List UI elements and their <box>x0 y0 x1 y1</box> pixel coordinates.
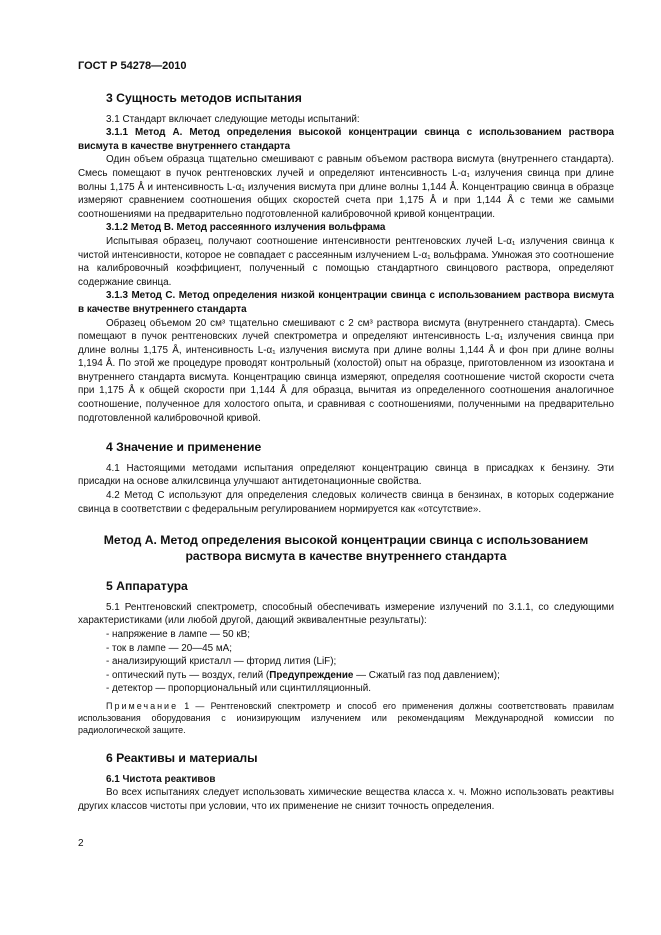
paragraph-4-1: 4.1 Настоящими методами испытания определяют концентрацию свинца в присадках к бензину. Эти присадки на основе алкилсвинца улучшают антидетонационные свойства. <box>78 462 614 488</box>
note-text: 1 — Рентгеновский спектрометр и способ его применения должны соответствовать правилам использования оборудования с ионизирующим излучением или рекомендациям Международной комиссии по радиологической защите. <box>78 700 614 735</box>
subsection-3-1-1: 3.1.1 Метод А. Метод определения высокой концентрации свинца с использованием раствора висмута в качестве внутреннего стандарта <box>78 127 614 152</box>
section-4-title: 4 Значение и применение <box>106 440 262 455</box>
subsection-3-1-2: 3.1.2 Метод В. Метод рассеянного излучения вольфрама <box>106 222 386 234</box>
paragraph-3-1: 3.1 Стандарт включает следующие методы испытаний: <box>106 113 360 125</box>
subsection-6-1: 6.1 Чистота реактивов <box>106 773 216 785</box>
paragraph-4-2: 4.2 Метод С используют для определения следовых количеств свинца в бензинах, в которых содержание свинца в соответствии с федеральным регулированием нормируется как «отсутствие». <box>78 490 614 515</box>
note-label: Примечание <box>106 700 179 711</box>
section-6-title: 6 Реактивы и материалы <box>106 750 258 765</box>
page-number: 2 <box>78 838 84 849</box>
subsection-3-1-3: 3.1.3 Метод С. Метод определения низкой концентрации свинца с использованием раствора висмута в качестве внутреннего стандарта <box>78 290 614 315</box>
section-5-title: 5 Аппаратура <box>106 579 188 594</box>
paragraph-3-1-1: Один объем образца тщательно смешивают с равным объемом раствора висмута (внутреннего стандарта). Смесь помещают в пучок рентгеновских лучей и определяют интенсивность L-α₁ излучения свинца при длине волны 1,175 Å и интенсивность L-α₁ излучения висмута при длине волны 1,144 Å. Концентрацию свинца в образце измеряют сравнением соотношения общих скоростей счета при 1,175 Å и при 1,144 Å с теми же самыми соотношениями на предварительно подготовленной калибровочной кривой концентрации. <box>78 154 614 220</box>
paragraph-3-1-2: Испытывая образец, получают соотношение интенсивности рентгеновских лучей L-α₁ излучения свинца к чистой интенсивности, которое не совпадает с рассеянным излучением L-α₁ вольфрама. Умножая это соотношение на калибровочный коэффициент, полученный с помощью стандартного свинцового раствора, определяют содержание свинца. <box>78 235 614 288</box>
document-header: ГОСТ Р 54278—2010 <box>78 60 187 72</box>
paragraph-5-1: 5.1 Рентгеновский спектрометр, способный обеспечивать измерение излучений по 3.1.1, со следующими характеристиками (или любой другой, дающий эквивалентные результаты): <box>78 601 614 627</box>
document-body <box>78 92 614 813</box>
paragraph-3-1-3: Образец объемом 20 см³ тщательно смешивают с 2 см³ раствора висмута (внутреннего стандарта). Смесь помещают в пучок рентгеновских лучей спектрометра и определяют интенсивность L-α₁ излучения свинца при длине волны 1,175 Å, интенсивность L-α₁ излучения висмута при длине волны 1,144 Å и фон при длине волны 1,194 Å. По этой же процедуре проводят контрольный (холостой) опыт на образце, приготовленном из изооктана и внутреннего стандарта висмута. Концентрацию свинца измеряют, определяя соотношение чистой скорости счета при 1,175 Å к общей скорости при 1,144 Å для образца, вычитая из определенного соотношения аналогичное соотношение, полученное для холостого опыта, и сравнивая с соотношениями, полученными на предварительно подготовленной калибровочной кривой. <box>78 317 614 424</box>
list-item-text: - оптический путь — воздух, гелий ( <box>106 669 270 681</box>
list-item: - напряжение в лампе — 50 кВ; <box>106 629 250 640</box>
paragraph-6-1: Во всех испытаниях следует использовать химические вещества класса х. ч. Можно использовать реактивы других классов чистоты при условии, что их применение не снизит точность определения. <box>78 787 614 812</box>
note-1 <box>78 700 614 736</box>
list-item <box>106 669 614 683</box>
list-item: - детектор — пропорциональный или сцинтилляционный. <box>106 683 371 695</box>
list-item: - анализирующий кристалл — фторид лития (LiF); <box>106 656 337 668</box>
list-item: - ток в лампе — 20—45 мА; <box>106 642 232 654</box>
warning-label: Предупреждение <box>269 669 354 681</box>
warning-text: — Сжатый газ под давлением); <box>353 669 500 681</box>
method-a-title: Метод А. Метод определения высокой концентрации свинца с использованием раствора висмута в качестве внутреннего стандарта <box>103 533 589 564</box>
characteristics-list <box>78 628 614 696</box>
section-3-title: 3 Сущность методов испытания <box>106 91 302 105</box>
